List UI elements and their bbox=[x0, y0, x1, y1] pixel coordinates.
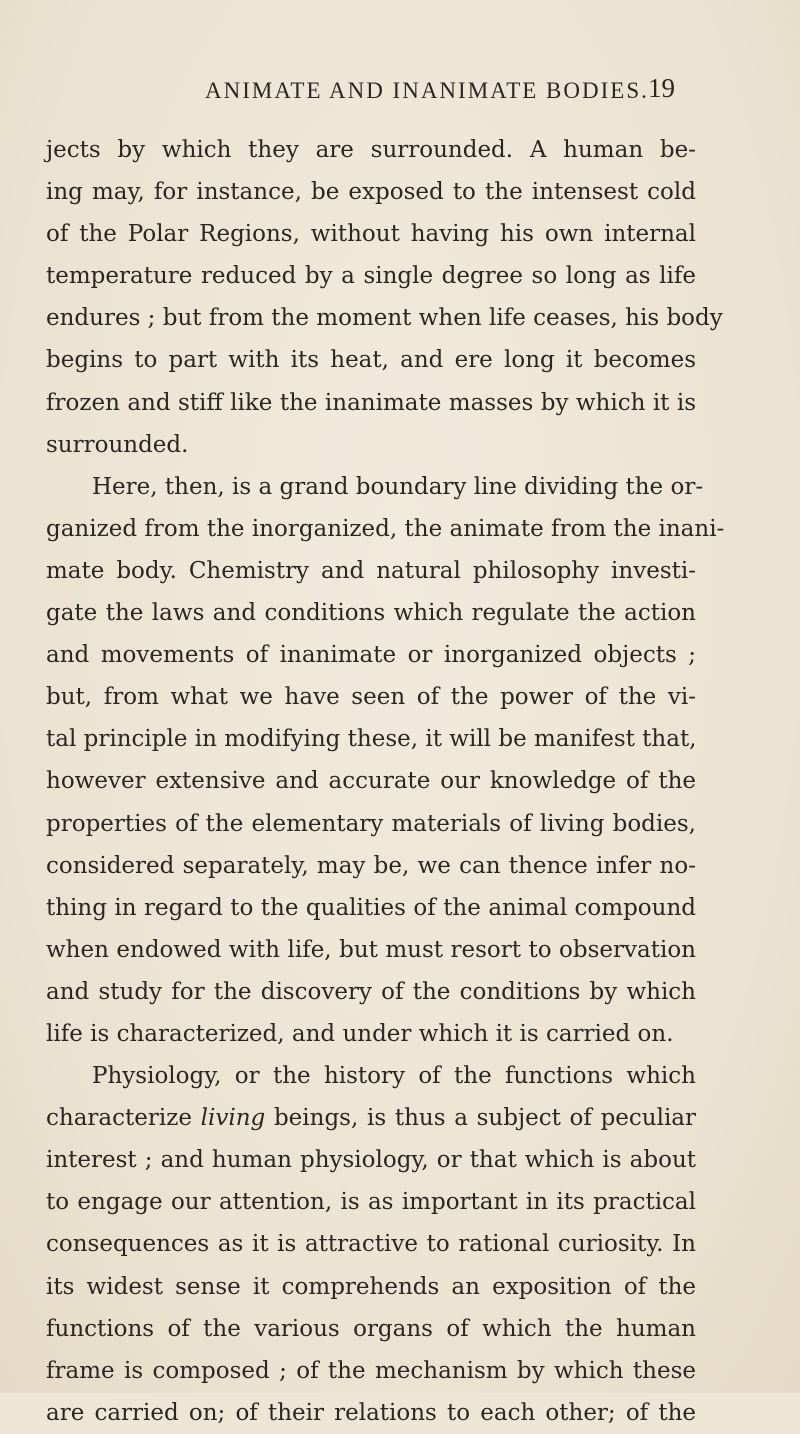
text-line: and movements of inanimate or inorganized objects ; bbox=[46, 642, 696, 669]
text-line: ing may, for instance, be exposed to the intensest cold bbox=[46, 179, 696, 206]
text-line: gate the laws and conditions which regulate the action bbox=[46, 600, 696, 627]
text-segment: characterize bbox=[46, 1105, 192, 1132]
text-line: properties of the elementary materials of living bodies, bbox=[46, 810, 696, 837]
text-line: tal principle in modifying these, it will be manifest that, bbox=[46, 726, 697, 753]
text-line: temperature reduced by a single degree so long as life bbox=[46, 263, 696, 290]
text-line: frame is composed ; of the mechanism by which these bbox=[46, 1357, 696, 1384]
text-line: but, from what we have seen of the power of the vi- bbox=[46, 684, 696, 711]
text-line: mate body. Chemistry and natural philosophy investi- bbox=[46, 557, 696, 584]
body-text bbox=[46, 129, 725, 1434]
text-line: of the Polar Regions, without having his own internal bbox=[46, 221, 696, 248]
text-line: consequences as it is attractive to rational curiosity. In bbox=[46, 1231, 696, 1258]
page-number: 19 bbox=[648, 73, 675, 103]
text-line: interest ; and human physiology, or that which is about bbox=[46, 1147, 696, 1174]
text-line: its widest sense it comprehends an exposition of the bbox=[46, 1273, 696, 1300]
text-segment: beings, is thus a subject of peculiar bbox=[273, 1105, 697, 1132]
text-line: however extensive and accurate our knowledge of the bbox=[46, 768, 696, 795]
text-line: endures ; but from the moment when life ceases, his body bbox=[46, 305, 723, 332]
text-line: to engage our attention, is as important in its practical bbox=[46, 1189, 696, 1216]
text-line: surrounded. bbox=[46, 431, 189, 458]
text-line: life is characterized, and under which it is carried on. bbox=[46, 1020, 674, 1047]
text-line: and study for the discovery of the conditions by which bbox=[46, 978, 696, 1005]
text-line: frozen and stiff like the inanimate masses by which it is bbox=[46, 389, 696, 416]
text-line: jects by which they are surrounded. A human be- bbox=[46, 137, 696, 163]
text-line: functions of the various organs of which the human bbox=[46, 1315, 696, 1342]
text-line: considered separately, may be, we can thence infer no- bbox=[46, 852, 696, 879]
text-line: are carried on; of their relations to each other; of the bbox=[46, 1399, 696, 1426]
text-line: thing in regard to the qualities of the animal compound bbox=[46, 894, 696, 921]
text-line: begins to part with its heat, and ere long it becomes bbox=[46, 347, 696, 374]
italic-word: living bbox=[200, 1105, 266, 1132]
text-line: Here, then, is a grand boundary line dividing the or- bbox=[92, 473, 704, 500]
text-line-with-italic bbox=[46, 1097, 696, 1139]
text-line: ganized from the inorganized, the animate from the inani- bbox=[46, 515, 725, 542]
text-line: when endowed with life, but must resort to observation bbox=[46, 936, 696, 963]
running-title: ANIMATE AND INANIMATE BODIES. bbox=[205, 78, 649, 103]
text-line: Physiology, or the history of the functions which bbox=[92, 1063, 696, 1090]
